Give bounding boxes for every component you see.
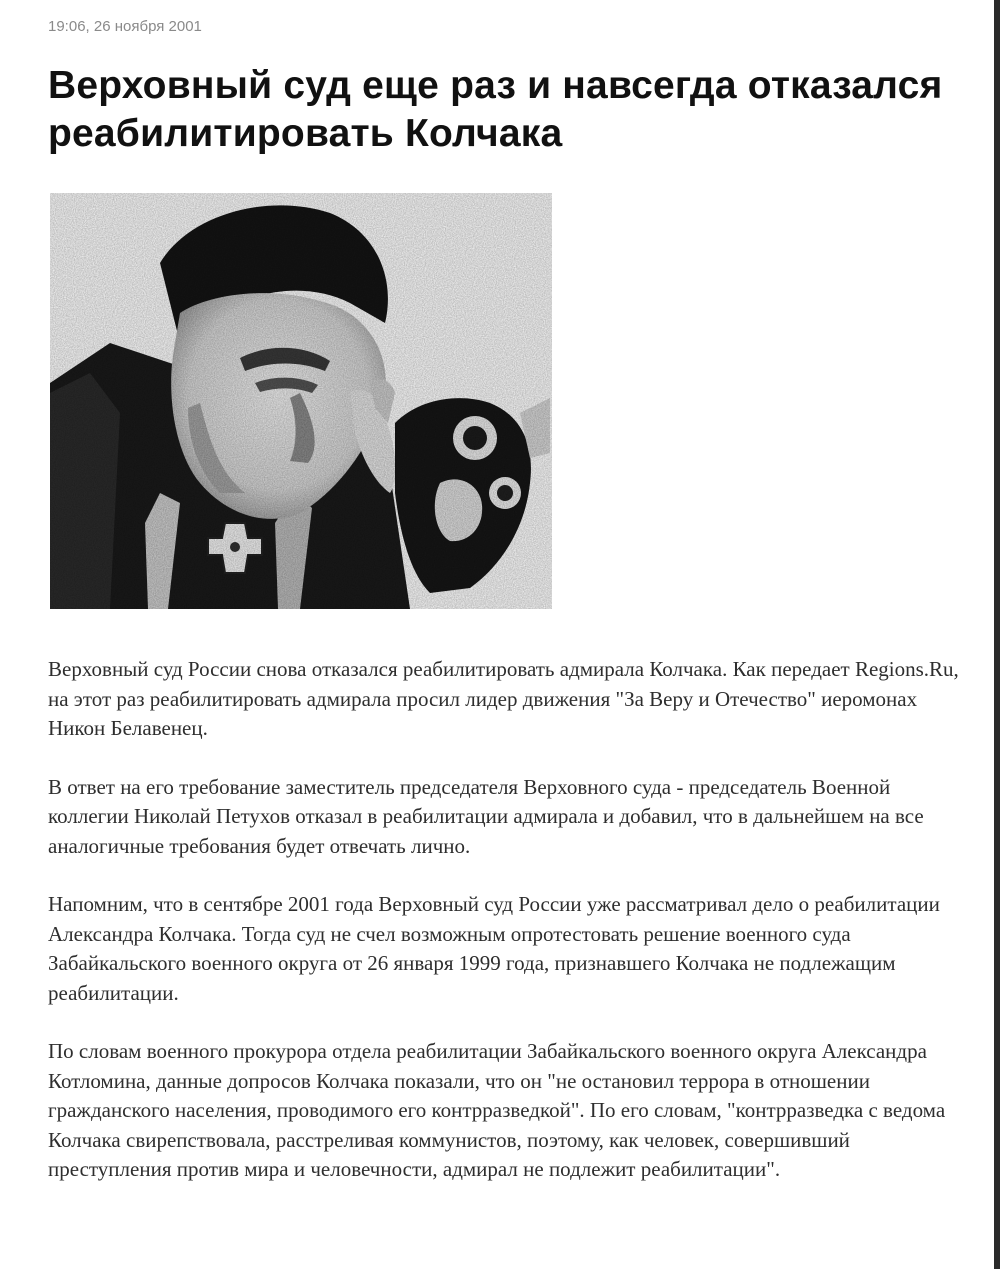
article-body xyxy=(48,655,973,1214)
article-paragraph-2: В ответ на его требование заместитель председателя Верховного суда - председатель Военной коллегии Николай Петухов отказал в реабилитации адмирала и добавил, что в дальнейшем на все аналогичные требования будет отвечать лично. xyxy=(48,774,924,858)
article-timestamp: 19:06, 26 ноября 2001 xyxy=(48,18,202,35)
article-headline: Верховный суд еще раз и навсегда отказался реабилитировать Колчака xyxy=(48,64,943,155)
article-paragraph-3: Напомним, что в сентябре 2001 года Верховный суд России уже рассматривал дело о реабилитации Александра Колчака. Тогда суд не счел возможным опротестовать решение военного суда Забайкальского военного округа от 26 января 1999 года, признавшего Колчака не подлежащим реабилитации. xyxy=(48,892,940,1005)
page-edge xyxy=(994,0,1000,1269)
article-paragraph-4: По словам военного прокурора отдела реабилитации Забайкальского военного округа Александра Котломина, данные допросов Колчака показали, что он "не остановил террора в отношении гражданского населения, проводимого его контрразведкой". По его словам, "контрразведка с ведома Колчака свирепствовала, расстреливая коммунистов, поэтому, как человек, совершивший преступления против мира и человечности, адмирал не подлежит реабилитации". xyxy=(48,1039,946,1181)
article-photo xyxy=(50,193,552,609)
article-paragraph-1: Верховный суд России снова отказался реабилитировать адмирала Колчака. Как передает Regions.Ru, на этот раз реабилитировать адмирала просил лидер движения "За Веру и Отечество" иеромонах Никон Белавенец. xyxy=(48,657,959,740)
